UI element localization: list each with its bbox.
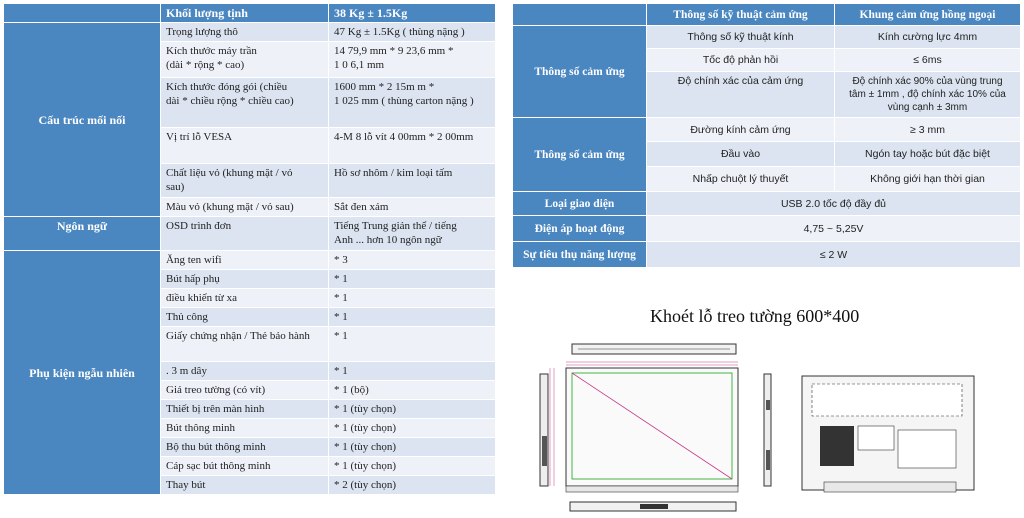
row-label: . 3 m dây <box>161 362 329 381</box>
table-row <box>4 217 496 251</box>
row-label: Trọng lượng thô <box>161 23 329 42</box>
row-value: * 1 <box>329 327 496 362</box>
row-value: ≥ 3 mm <box>835 118 1021 142</box>
header-col2: Khung cảm ứng hồng ngoại <box>835 4 1021 26</box>
header-blank <box>4 4 161 23</box>
row-label: Thiết bị trên màn hình <box>161 400 329 419</box>
row-label: Chất liệu vỏ (khung mặt / vỏ sau) <box>161 164 329 198</box>
row-label: Đường kính cảm ứng <box>647 118 835 142</box>
row-value: Tiếng Trung giản thể / tiếng Anh ... hơn 10 ngôn ngữ <box>329 217 496 251</box>
drawing-right-side-view <box>764 374 771 486</box>
header-value: 38 Kg ± 1.5Kg <box>329 4 496 23</box>
table-row <box>4 251 496 270</box>
value-interface: USB 2.0 tốc độ đầy đủ <box>647 192 1021 216</box>
row-label: Vị trí lỗ VESA <box>161 128 329 164</box>
row-value: * 1 <box>329 362 496 381</box>
row-label: Giấy chứng nhận / Thẻ bảo hành <box>161 327 329 362</box>
drawing-top-view <box>572 344 736 354</box>
row-value: 4-M 8 lỗ vít 4 00mm * 2 00mm <box>329 128 496 164</box>
row-label: Độ chính xác của cảm ứng <box>647 72 835 118</box>
row-label: OSD trình đơn <box>161 217 329 251</box>
category-language: Ngôn ngữ <box>4 217 161 251</box>
row-label: điều khiển từ xa <box>161 289 329 308</box>
row-value: Không giới hạn thời gian <box>835 167 1021 192</box>
label-power: Sự tiêu thụ năng lượng <box>513 242 647 268</box>
row-value: * 1 <box>329 270 496 289</box>
table-row <box>513 26 1021 49</box>
table-row <box>513 242 1021 268</box>
row-label: Đầu vào <box>647 142 835 167</box>
row-value: * 1 (bộ) <box>329 381 496 400</box>
row-label: Ăng ten wifi <box>161 251 329 270</box>
header-row <box>513 4 1021 26</box>
row-value: * 1 (tùy chọn) <box>329 400 496 419</box>
category-accessories: Phụ kiện ngẫu nhiên <box>4 251 161 495</box>
row-label: Bộ thu bút thông minh <box>161 438 329 457</box>
header-col1: Thông số kỹ thuật cảm ứng <box>647 4 835 26</box>
row-value: * 1 <box>329 308 496 327</box>
row-value: Hồ sơ nhôm / kim loại tấm <box>329 164 496 198</box>
row-label: Kích thước đóng gói (chiều dài * chiều rộng * chiều cao) <box>161 78 329 128</box>
right-spec-table <box>512 3 1021 268</box>
value-power: ≤ 2 W <box>647 242 1021 268</box>
row-label: Bút hấp phụ <box>161 270 329 289</box>
label-interface: Loại giao diện <box>513 192 647 216</box>
row-label: Thủ công <box>161 308 329 327</box>
header-row <box>4 4 496 23</box>
drawing-left-side-view <box>540 374 548 486</box>
row-value: ≤ 6ms <box>835 49 1021 72</box>
label-voltage: Điện áp hoạt động <box>513 216 647 242</box>
technical-drawing <box>520 340 1020 516</box>
row-value: * 2 (tùy chọn) <box>329 476 496 495</box>
row-value: Độ chính xác 90% của vùng trung tâm ± 1mm , độ chính xác 10% của vùng cạnh ± 3mm <box>835 72 1021 118</box>
row-value: Ngón tay hoặc bút đặc biệt <box>835 142 1021 167</box>
drawing-rear-view <box>802 376 974 492</box>
table-row <box>513 118 1021 142</box>
row-value: Kính cường lực 4mm <box>835 26 1021 49</box>
row-label: Bút thông minh <box>161 419 329 438</box>
row-value: * 1 (tùy chọn) <box>329 438 496 457</box>
row-label: Cáp sạc bút thông minh <box>161 457 329 476</box>
row-value: * 1 (tùy chọn) <box>329 419 496 438</box>
left-spec-table <box>3 3 496 495</box>
table-row <box>4 23 496 42</box>
row-label: Tốc độ phản hồi <box>647 49 835 72</box>
header-blank <box>513 4 647 26</box>
row-label: Màu vỏ (khung mặt / vỏ sau) <box>161 198 329 217</box>
row-label: Giá treo tường (có vít) <box>161 381 329 400</box>
row-value: Sắt đen xám <box>329 198 496 217</box>
table-row <box>513 192 1021 216</box>
row-value: 47 Kg ± 1.5Kg ( thùng nặng ) <box>329 23 496 42</box>
row-label: Thông số kỹ thuật kính <box>647 26 835 49</box>
category-touch-1: Thông số cảm ứng <box>513 26 647 118</box>
row-label: Nhấp chuột lý thuyết <box>647 167 835 192</box>
table-row <box>513 216 1021 242</box>
row-value: * 1 <box>329 289 496 308</box>
drawing-bottom-view <box>570 502 736 511</box>
header-label: Khối lượng tịnh <box>161 4 329 23</box>
value-voltage: 4,75 ~ 5,25V <box>647 216 1021 242</box>
row-value: * 3 <box>329 251 496 270</box>
drawing-front-view <box>550 362 738 492</box>
row-label: Thay bút <box>161 476 329 495</box>
category-structure: Cấu trúc mối nối <box>4 23 161 217</box>
row-value: 14 79,9 mm * 9 23,6 mm * 1 0 6,1 mm <box>329 42 496 78</box>
drawing-title: Khoét lỗ treo tường 600*400 <box>650 306 860 326</box>
row-label: Kích thước máy trần (dài * rộng * cao) <box>161 42 329 78</box>
row-value: 1600 mm * 2 15m m * 1 025 mm ( thùng carton nặng ) <box>329 78 496 128</box>
category-touch-2: Thông số cảm ứng <box>513 118 647 192</box>
row-value: * 1 (tùy chọn) <box>329 457 496 476</box>
